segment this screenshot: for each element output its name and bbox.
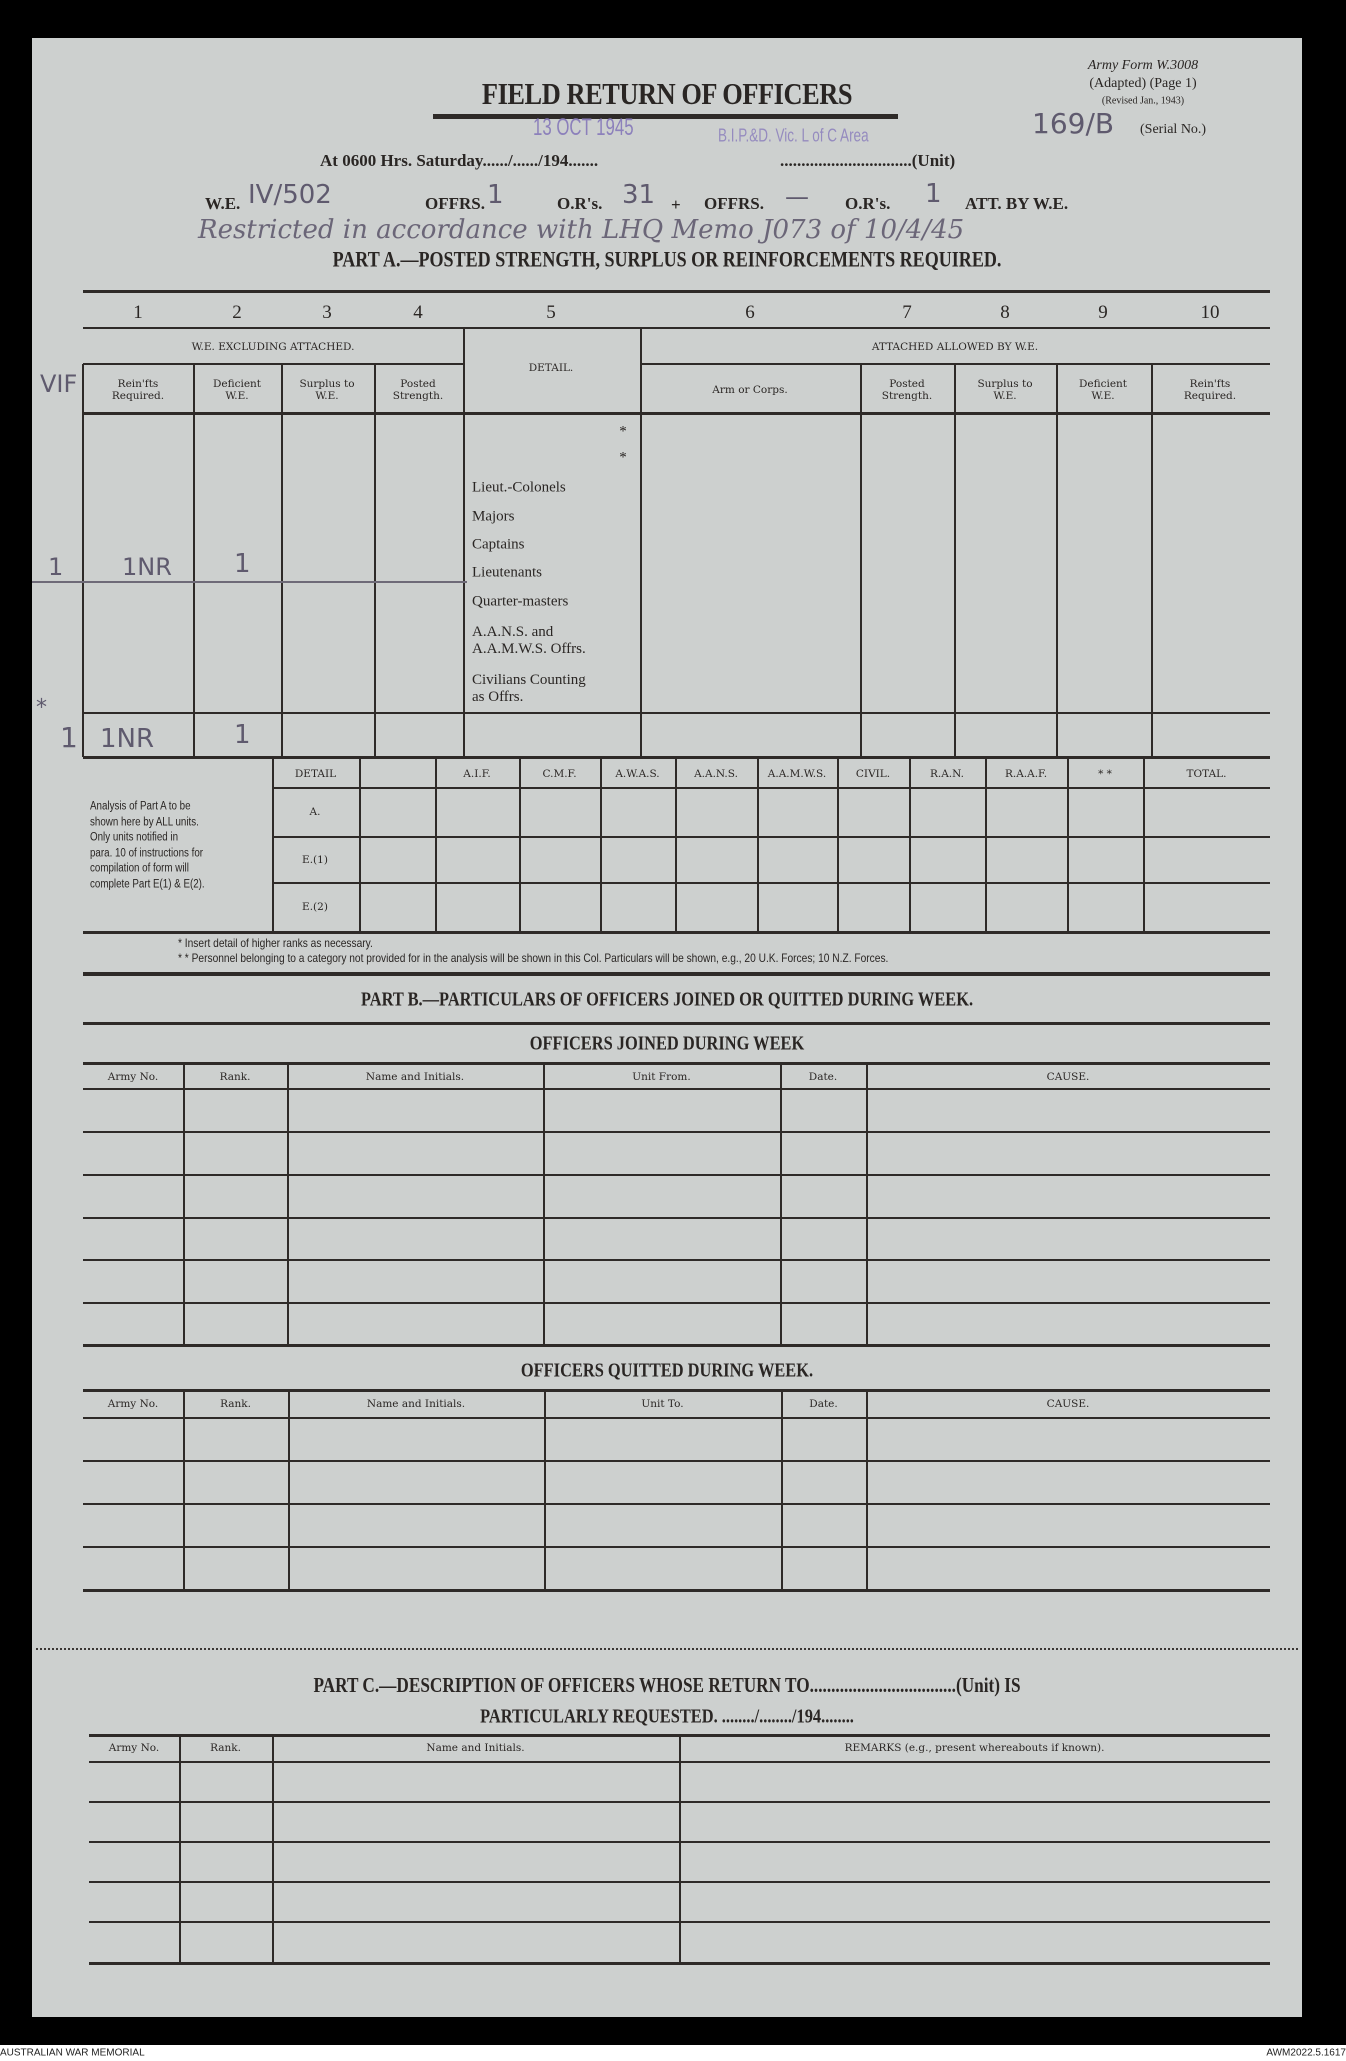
- quitted-column-header: Name and Initials.: [366, 1397, 466, 1410]
- analysis-column-header: R.A.A.F.: [1004, 767, 1048, 780]
- rule-line: [83, 412, 1270, 415]
- table-row-line: [83, 1503, 1270, 1505]
- column-number: 7: [902, 302, 912, 324]
- table-row-line: [83, 1302, 1270, 1304]
- serial-number-handwritten: 169/B: [1032, 106, 1115, 140]
- ors-label: O.R's.: [557, 194, 603, 214]
- we-label: W.E.: [205, 194, 241, 214]
- detail-row-label: Lieutenants: [472, 564, 542, 581]
- asterisk-marker: *: [619, 449, 627, 466]
- column-divider: [866, 1390, 868, 1590]
- sub-header: Surplus to W.E.: [299, 377, 355, 402]
- column-divider: [1151, 364, 1153, 757]
- sub-header: Deficient W.E.: [212, 377, 262, 402]
- joined-title: OFFICERS JOINED DURING WEEK: [529, 1032, 805, 1055]
- column-divider: [909, 757, 911, 932]
- caption-strip: [0, 2045, 1346, 2061]
- column-divider: [985, 757, 987, 932]
- hw-entry: 1NR: [100, 724, 155, 755]
- column-divider: [463, 328, 465, 757]
- column-divider: [640, 328, 642, 757]
- left-border: [82, 364, 84, 757]
- rule-line: [272, 882, 1270, 884]
- rule-line: [83, 1344, 1270, 1347]
- column-divider: [281, 364, 283, 757]
- table-row-line: [83, 1460, 1270, 1462]
- column-divider: [954, 364, 956, 757]
- table-top-rule: [83, 290, 1270, 293]
- analysis-column-header: DETAIL: [294, 767, 337, 780]
- rule-line: [83, 931, 1270, 934]
- column-number: 6: [745, 302, 755, 324]
- archive-caption: AUSTRALIAN WAR MEMORIAL: [0, 2047, 145, 2059]
- joined-column-header: Unit From.: [632, 1070, 691, 1083]
- joined-column-header: Rank.: [219, 1070, 251, 1083]
- column-divider: [179, 1735, 181, 1963]
- part-c-column-header: REMARKS (e.g., present whereabouts if known).: [844, 1741, 1105, 1754]
- table-row-line: [83, 1088, 1270, 1090]
- column-number: 10: [1200, 302, 1220, 324]
- analysis-column-header: CIVIL.: [855, 767, 891, 780]
- quitted-column-header: Date.: [809, 1397, 838, 1410]
- table-row-line: [83, 1174, 1270, 1176]
- sub-header: Rein'fts Required.: [1183, 377, 1237, 402]
- att-offrs-handwritten: —: [785, 183, 809, 212]
- sub-header: Rein'fts Required.: [111, 377, 165, 402]
- hw-entry: *: [36, 695, 47, 721]
- analysis-column-header: R.A.N.: [929, 767, 965, 780]
- unit-line: ...............................(Unit): [780, 151, 956, 171]
- table-row-line: [83, 1217, 1270, 1219]
- column-divider: [1067, 757, 1069, 932]
- rule-line: [83, 1022, 1270, 1025]
- detail-row-label: Majors: [472, 508, 515, 525]
- footnote: * Insert detail of higher ranks as necessary.: [178, 936, 373, 951]
- hw-entry: 1: [234, 720, 251, 751]
- pencil-line: [32, 581, 467, 583]
- plus-sign: +: [671, 195, 681, 215]
- analysis-row-label: E.(1): [302, 853, 328, 866]
- column-divider: [287, 1063, 289, 1345]
- column-divider: [860, 364, 862, 757]
- rule-line: [272, 787, 1270, 789]
- column-divider: [288, 1390, 290, 1590]
- archive-reference: AWM2022.5.1617: [1266, 2047, 1346, 2059]
- group-header-we-excluding: W.E. EXCLUDING ATTACHED.: [191, 340, 355, 353]
- group-header-attached: ATTACHED ALLOWED BY W.E.: [871, 340, 1039, 353]
- report-time-line: At 0600 Hrs. Saturday....../....../194.......: [320, 151, 599, 171]
- column-divider: [543, 1063, 545, 1345]
- rule-line: [83, 363, 463, 365]
- rule-line: [83, 1589, 1270, 1592]
- analysis-column-header: A.I.F.: [463, 767, 491, 780]
- rule-line: [83, 1062, 1270, 1065]
- att-ors-handwritten: 1: [925, 179, 942, 210]
- column-divider: [359, 757, 361, 932]
- analysis-column-header: A.W.A.S.: [615, 767, 660, 780]
- column-divider: [183, 1390, 185, 1590]
- column-divider: [600, 757, 602, 932]
- column-divider: [780, 1063, 782, 1345]
- analysis-row-label: A.: [309, 805, 321, 818]
- serial-number-label: (Serial No.): [1140, 121, 1207, 137]
- column-divider: [193, 364, 195, 757]
- hw-entry: 1NR: [122, 553, 172, 582]
- analysis-row-label: E.(2): [302, 900, 328, 913]
- offrs-handwritten: 1: [487, 180, 504, 211]
- quitted-column-header: Unit To.: [641, 1397, 684, 1410]
- column-number: 3: [322, 302, 332, 324]
- quitted-column-header: Army No.: [107, 1397, 159, 1410]
- att-by-we-label: ATT. BY W.E.: [965, 194, 1069, 214]
- asterisk-marker: *: [619, 423, 627, 440]
- column-divider: [519, 757, 521, 932]
- quitted-column-header: Rank.: [220, 1397, 251, 1410]
- sub-header: Posted Strength.: [881, 377, 933, 402]
- part-a-heading: PART A.—POSTED STRENGTH, SURPLUS OR REINFORCEMENTS REQUIRED.: [332, 246, 1002, 272]
- part-c-column-header: Rank.: [210, 1741, 241, 1754]
- part-c-heading: PART C.—DESCRIPTION OF OFFICERS WHOSE RETURN TO..................................(Unit) IS: [313, 1672, 1021, 1697]
- detail-row-label: Quarter-masters: [472, 593, 569, 610]
- column-divider: [183, 1063, 185, 1345]
- table-row-line: [83, 1259, 1270, 1261]
- table-row-line: [83, 1546, 1270, 1548]
- detail-row-label: Lieut.-Colonels: [472, 479, 566, 496]
- column-divider: [866, 1063, 868, 1345]
- joined-column-header: Army No.: [107, 1070, 159, 1083]
- column-divider: [1143, 757, 1145, 932]
- sub-header: Surplus to W.E.: [977, 377, 1033, 402]
- joined-column-header: Date.: [808, 1070, 838, 1083]
- analysis-note: Analysis of Part A to be shown here by ALL units. Only units notified in para. 10 of instructions for compilation of form will complete Part E(1) & E(2).: [90, 800, 205, 891]
- rule-line: [83, 712, 1270, 714]
- unit-stamp: B.I.P.&D. Vic. L of C Area: [718, 125, 869, 146]
- analysis-column-header: TOTAL.: [1186, 767, 1227, 780]
- analysis-column-header: A.A.N.S.: [694, 767, 738, 780]
- quitted-title: OFFICERS QUITTED DURING WEEK.: [520, 1359, 814, 1382]
- column-number: 5: [546, 302, 556, 324]
- column-divider: [837, 757, 839, 932]
- column-number: 1: [133, 302, 143, 324]
- detail-row-label: Captains: [472, 536, 525, 553]
- column-number: 8: [1000, 302, 1010, 324]
- margin-note-handwritten: VIF: [40, 370, 78, 399]
- tear-line: [36, 1648, 1298, 1650]
- rule-line: [272, 836, 1270, 838]
- offrs-label: OFFRS.: [425, 194, 485, 214]
- joined-column-header: Name and Initials.: [365, 1070, 465, 1083]
- table-row-line: [83, 1417, 1270, 1419]
- form-title: FIELD RETURN OF OFFICERS: [481, 76, 853, 112]
- ors-handwritten: 31: [622, 180, 656, 211]
- sub-header: Posted Strength.: [392, 377, 444, 402]
- restriction-annotation: Restricted in accordance with LHQ Memo J073 of 10/4/45: [198, 215, 965, 245]
- hw-entry: 1: [234, 549, 251, 580]
- column-divider: [675, 757, 677, 932]
- column-number: 9: [1098, 302, 1108, 324]
- hw-entry: 1: [60, 720, 78, 754]
- analysis-column-header: C.M.F.: [542, 767, 577, 780]
- column-divider: [272, 1735, 274, 1963]
- form-adapted-page: (Adapted) (Page 1): [1089, 75, 1197, 91]
- joined-column-header: CAUSE.: [1046, 1070, 1090, 1083]
- we-number-handwritten: IV/502: [248, 180, 332, 211]
- rule-line: [83, 972, 1270, 976]
- title-underline: [433, 114, 898, 119]
- column-number: 2: [232, 302, 242, 324]
- sub-header: Arm or Corps.: [712, 383, 788, 396]
- part-b-heading: PART B.—PARTICULARS OF OFFICERS JOINED OR QUITTED DURING WEEK.: [360, 988, 974, 1011]
- att-offrs-label: OFFRS.: [704, 194, 764, 214]
- part-c-column-header: Army No.: [108, 1741, 160, 1754]
- rule-line: [83, 1389, 1270, 1392]
- column-divider: [757, 757, 759, 932]
- column-divider: [272, 757, 274, 932]
- detail-header: DETAIL.: [528, 361, 574, 374]
- received-date-stamp: 13 OCT 1945: [533, 114, 634, 142]
- att-ors-label: O.R's.: [845, 194, 891, 214]
- analysis-column-header: A.A.M.W.S.: [767, 767, 827, 780]
- sub-header: Deficient W.E.: [1078, 377, 1128, 402]
- detail-row-label: A.A.N.S. and A.A.M.W.S. Offrs.: [472, 623, 586, 657]
- rule-line: [83, 756, 1270, 759]
- hw-entry: 1: [48, 553, 64, 582]
- column-number: 4: [413, 302, 423, 324]
- part-c-requested: PARTICULARLY REQUESTED. ......../......../194........: [480, 1705, 854, 1728]
- detail-row-label: Civilians Counting as Offrs.: [472, 671, 586, 705]
- analysis-column-header: * *: [1098, 767, 1112, 780]
- quitted-column-header: CAUSE.: [1046, 1397, 1090, 1410]
- part-c-column-header: Name and Initials.: [426, 1741, 525, 1754]
- column-divider: [544, 1390, 546, 1590]
- form-revised-date: (Revised Jan., 1943): [1101, 95, 1185, 107]
- footnote: * * Personnel belonging to a category not provided for in the analysis will be shown in this Col. Particulars will be shown, e.g., 20 U.K. Forces; 10 N.Z. Forces.: [178, 951, 889, 966]
- column-divider: [374, 364, 376, 757]
- column-divider: [435, 757, 437, 932]
- column-divider: [781, 1390, 783, 1590]
- column-divider: [1056, 364, 1058, 757]
- rule-line: [83, 327, 1270, 329]
- column-divider: [679, 1735, 681, 1963]
- army-form-number: Army Form W.3008: [1087, 57, 1199, 73]
- table-row-line: [83, 1131, 1270, 1133]
